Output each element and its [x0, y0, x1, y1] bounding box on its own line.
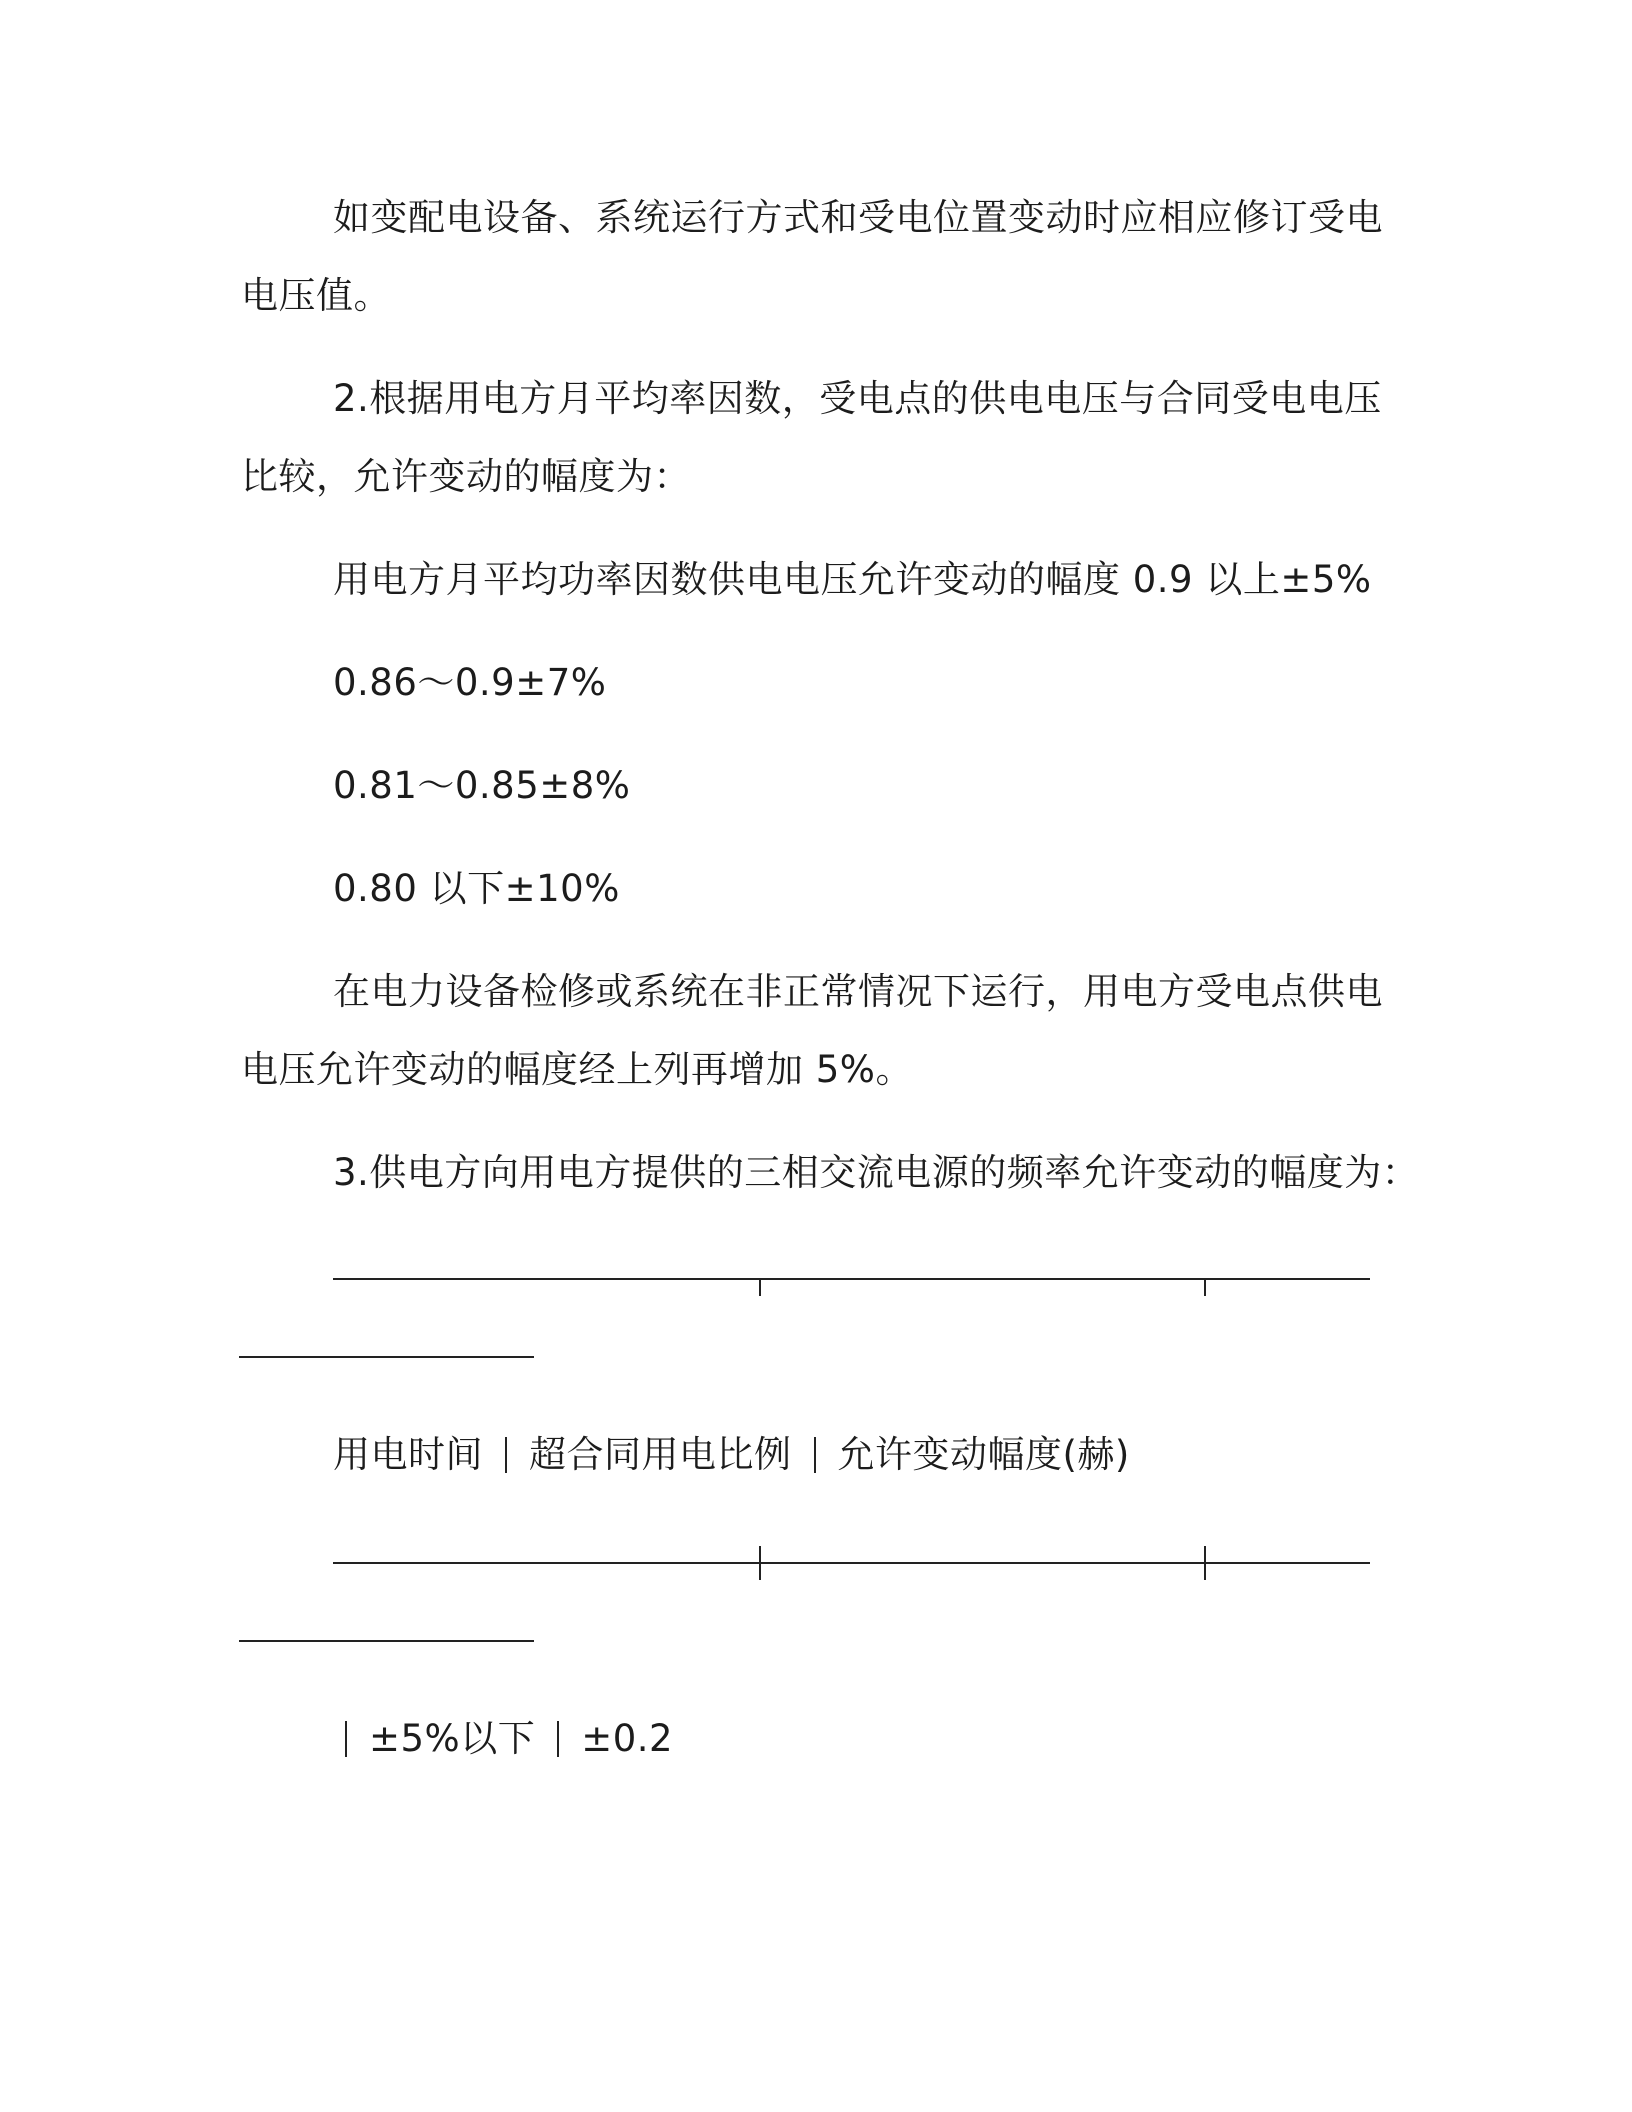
paragraph-3: 用电方月平均功率因数供电电压允许变动的幅度 0.9 以上±5%	[333, 558, 1372, 601]
paragraph-7-line-2: 电压允许变动的幅度经上列再增加 5%。	[241, 1048, 913, 1091]
paragraph-2-line-2: 比较，允许变动的幅度为：	[241, 455, 691, 498]
paragraph-7-line-1: 在电力设备检修或系统在非正常情况下运行，用电方受电点供电	[333, 970, 1383, 1013]
table-cell-ratio: ±5%以下	[369, 1717, 536, 1760]
table-cell-range: ±0.2	[581, 1717, 674, 1760]
column-separator	[557, 1721, 559, 1757]
table-column-tick	[759, 1278, 761, 1296]
paragraph-4: 0.86～0.9±7%	[333, 661, 607, 704]
paragraph-5: 0.81～0.85±8%	[333, 764, 631, 807]
paragraph-1-line-1: 如变配电设备、系统运行方式和受电位置变动时应相应修订受电	[333, 196, 1383, 239]
column-separator	[345, 1721, 347, 1757]
table-header-time: 用电时间	[333, 1433, 483, 1476]
table-column-tick	[1204, 1278, 1206, 1296]
column-separator	[814, 1437, 816, 1473]
table-rule	[239, 1640, 534, 1642]
table-header-ratio: 超合同用电比例	[529, 1433, 792, 1476]
table-row	[345, 1717, 673, 1761]
paragraph-1-line-2: 电压值。	[241, 274, 391, 317]
table-rule	[239, 1356, 534, 1358]
table-header-row	[333, 1433, 1130, 1477]
table-column-tick	[1204, 1546, 1206, 1580]
paragraph-8: 3.供电方向用电方提供的三相交流电源的频率允许变动的幅度为：	[333, 1151, 1420, 1194]
table-header-range: 允许变动幅度(赫)	[837, 1433, 1130, 1476]
paragraph-2-line-1: 2.根据用电方月平均率因数，受电点的供电电压与合同受电电压	[333, 377, 1382, 420]
table-column-tick	[759, 1546, 761, 1580]
column-separator	[505, 1437, 507, 1473]
table-rule	[333, 1562, 1370, 1564]
paragraph-6: 0.80 以下±10%	[333, 867, 620, 910]
table-rule	[333, 1278, 1370, 1280]
